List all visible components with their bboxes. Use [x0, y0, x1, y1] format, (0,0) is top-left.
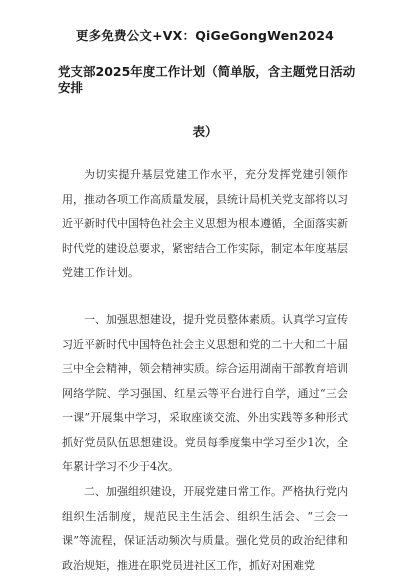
paragraph-text: 为切实提升基层党建工作水平，充分发挥党建引领作用，推动各项工作高质量发展，县统计局机关党支部将以习近平新时代中国特色社会主义思想为根本遵循，全面落实新时代党的建设总要求，紧密结合工作实际，制定本年度基层党建工作计划。 [62, 168, 348, 279]
watermark-header: 更多免费公文+VX：QiGeGongWen2024 [75, 28, 335, 43]
paragraph-text: 二、加强组织建设，开展党建日常工作。严格执行党内组织生活制度，规范民主生活会、组织生活会、“三会一课”等流程，保证活动频次与质量。强化党员的政治纪律和政治规矩，推进在职党员进社区工作，抓好对困难党 [62, 485, 348, 572]
document-title-continuation: 表） [192, 124, 218, 139]
paragraph-text: 一、加强思想建设，提升党员整体素质。认真学习宣传习近平新时代中国特色社会主义思想和党的二十大和二十届三中全会精神，领会精神实质。综合运用湖南干部教育培训网络学院、学习强国、红星云等平台进行自学，通过“三会一课”开展集中学习，采取座谈交流、外出实践等多种形式抓好党员队伍思想建设。党员每季度集中学习至少1次，全年累计学习不少于4次。 [62, 313, 348, 473]
paragraph-intro [62, 163, 348, 286]
paragraph-ideological-building [62, 308, 348, 480]
document-title: 党支部2025年度工作计划（简单版，含主题党日活动安排 [58, 64, 356, 95]
paragraph-organizational-building [62, 480, 348, 578]
